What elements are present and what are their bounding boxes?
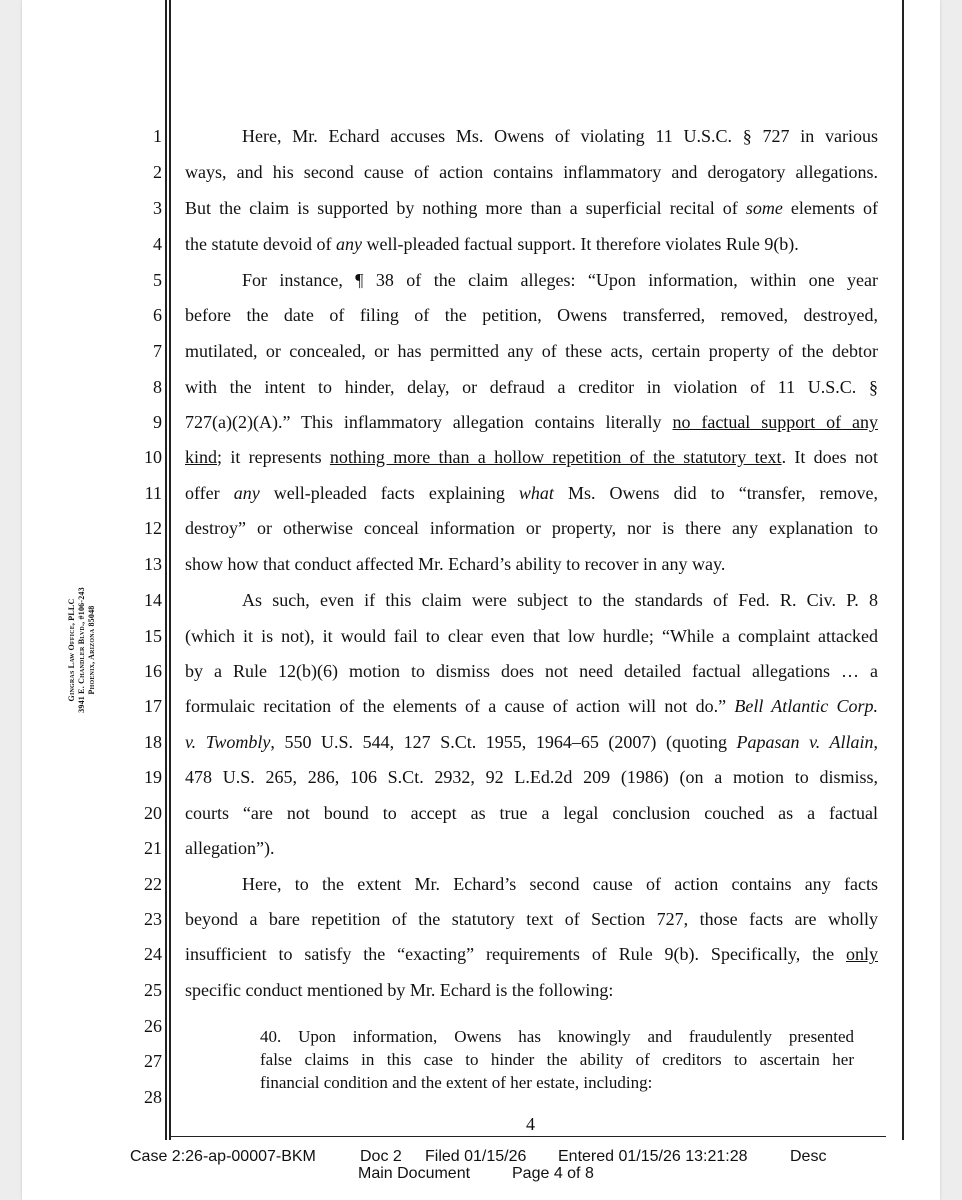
text-line-14: As such, even if this claim were subject to the standards of Fed. R. Civ. P. 8 [242,590,878,610]
line-number: 5 [153,270,162,290]
line-number: 8 [153,377,162,397]
text-line-3: But the claim is supported by nothing more than a superficial recital of some elements of [185,198,878,218]
left-margin-rule-inner [169,0,171,1140]
line-number: 1 [153,126,162,146]
text-line-9: 727(a)(2)(A).” This inflammatory allegation contains literally no factual support of any [185,412,878,432]
text-line-19: 478 U.S. 265, 286, 106 S.Ct. 2932, 92 L.Ed.2d 209 (1986) (on a motion to dismiss, [185,767,878,787]
text-line-8: with the intent to hinder, delay, or defraud a creditor in violation of 11 U.S.C. § [185,377,878,397]
line-number: 20 [144,803,162,823]
footer-desc: Desc [790,1148,827,1165]
firm-name: Gingras Law Office, PLLC [67,598,76,702]
line-number: 21 [144,838,162,858]
line-number: 9 [153,412,162,432]
text-line-12: destroy” or otherwise conceal information or property, nor is there any explanation to [185,518,878,538]
line-number: 27 [144,1051,162,1071]
footer-case-number: Case 2:26-ap-00007-BKM [130,1148,316,1165]
right-margin-rule [902,0,904,1140]
line-number: 15 [144,626,162,646]
text-line-23: beyond a bare repetition of the statutory text of Section 727, those facts are wholly [185,909,878,929]
footer-page-count: Page 4 of 8 [512,1165,594,1182]
text-line-20: courts “are not bound to accept as true a legal conclusion couched as a factual [185,803,878,823]
line-number: 11 [144,483,162,503]
text-line-1: Here, Mr. Echard accuses Ms. Owens of violating 11 U.S.C. § 727 in various [242,126,878,146]
line-number: 3 [153,198,162,218]
text-line-6: before the date of filing of the petition, Owens transferred, removed, destroyed, [185,305,878,325]
footer-filed: Filed 01/15/26 [425,1148,527,1165]
emphasis-any: any [335,234,362,254]
page-number: 4 [526,1114,535,1134]
line-number: 16 [144,661,162,681]
text-line-4: the statute devoid of any well-pleaded factual support. It therefore violates Rule 9(b). [185,234,799,254]
firm-city: Phoenix, Arizona 85048 [87,605,96,695]
block-quote-line-3: financial condition and the extent of her estate, including: [260,1073,653,1092]
text-line-10: kind; it represents nothing more than a hollow repetition of the statutory text. It does not [185,447,878,467]
line-number: 12 [144,518,162,538]
line-number: 14 [144,590,162,610]
line-number: 6 [153,305,162,325]
line-number: 28 [144,1087,162,1107]
line-numbers [22,0,162,1120]
text-line-7: mutilated, or concealed, or has permitted any of these acts, certain property of the debtor [185,341,878,361]
text-line-24: insufficient to satisfy the “exacting” requirements of Rule 9(b). Specifically, the only [185,944,878,964]
case-citation: Bell Atlantic Corp. [734,696,878,716]
line-number: 25 [144,980,162,1000]
footer-rule [170,1136,886,1137]
text-line-16: by a Rule 12(b)(6) motion to dismiss does not need detailed factual allegations … a [185,661,878,681]
text-line-5: For instance, ¶ 38 of the claim alleges: “Upon information, within one year [242,270,878,290]
text-line-11: offer any well-pleaded facts explaining what Ms. Owens did to “transfer, remove, [185,483,878,503]
firm-letterhead [67,587,97,713]
text-line-21: allegation”). [185,838,275,858]
line-number: 2 [153,162,162,182]
line-number: 23 [144,909,162,929]
block-quote-line-1: 40. Upon information, Owens has knowingly and fraudulently presented [260,1027,854,1046]
underlined-phrase: no factual support of any [672,412,878,432]
footer-doc: Doc 2 [360,1148,402,1165]
text-line-2: ways, and his second cause of action contains inflammatory and derogatory allegations. [185,162,878,182]
firm-address: 3941 E. Chandler Blvd., #106-243 [77,587,86,713]
line-number: 18 [144,732,162,752]
line-number: 24 [144,944,162,964]
text-line-13: show how that conduct affected Mr. Echard’s ability to recover in any way. [185,554,726,574]
line-number: 13 [144,554,162,574]
text-line-17: formulaic recitation of the elements of a cause of action will not do.” Bell Atlantic Corp. [185,696,878,716]
line-number: 22 [144,874,162,894]
line-number: 7 [153,341,162,361]
line-number: 4 [153,234,162,254]
case-citation: Papasan v. Allain [736,732,874,752]
text-line-18: v. Twombly, 550 U.S. 544, 127 S.Ct. 1955, 1964–65 (2007) (quoting Papasan v. Allain, [185,732,879,752]
text-line-15: (which it is not), it would fail to clear even that low hurdle; “While a complaint attacked [185,626,878,646]
underlined-word: only [845,944,878,964]
line-number: 26 [144,1016,162,1036]
left-margin-rule [165,0,167,1140]
document-page [22,0,940,1200]
line-number: 10 [144,447,162,467]
line-number: 19 [144,767,162,787]
emphasis-some: some [745,198,783,218]
text-line-25: specific conduct mentioned by Mr. Echard is the following: [185,980,614,1000]
footer-entered: Entered 01/15/26 13:21:28 [558,1148,748,1165]
line-number: 17 [144,696,162,716]
underlined-phrase: nothing more than a hollow repetition of the statutory text [329,447,782,467]
block-quote-line-2: false claims in this case to hinder the ability of creditors to ascertain her [260,1050,854,1069]
text-line-22: Here, to the extent Mr. Echard’s second cause of action contains any facts [242,874,878,894]
footer-main-document: Main Document [358,1165,471,1182]
